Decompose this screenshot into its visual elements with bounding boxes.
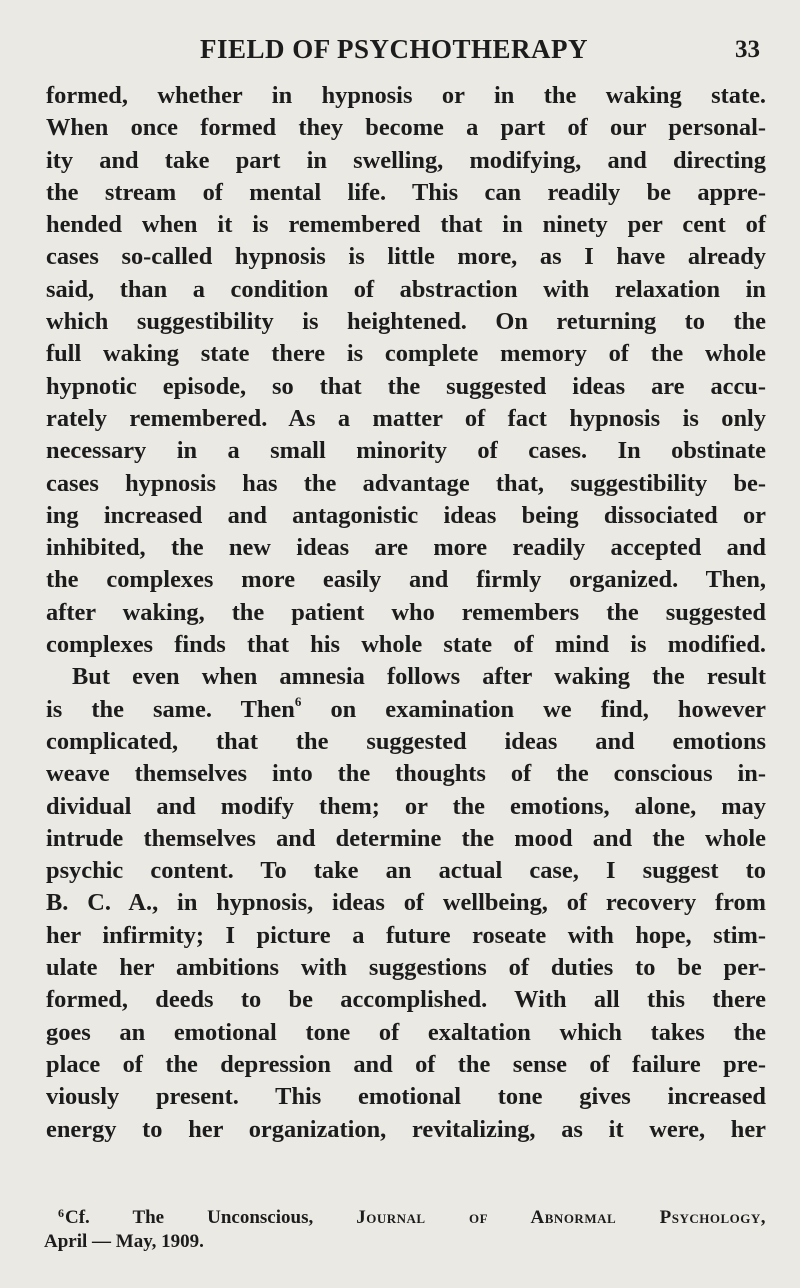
text-line: energy to her organization, revitalizing, as it were, her [46, 1115, 766, 1143]
text-line: ulate her ambitions with suggestions of duties to be per- [46, 954, 766, 982]
footnote-date: April — May, 1909. [44, 1231, 204, 1252]
text-line: intrude themselves and determine the mood and the whole [46, 824, 766, 852]
text-segment: on examination we find, however [330, 695, 766, 723]
text-line: necessary in a small minority of cases. In obstinate [46, 437, 766, 465]
footnote-marker: 6 [58, 1206, 64, 1220]
text-line: viously present. This emotional tone gives increased [46, 1083, 766, 1111]
footnote-prefix: Cf. The Unconscious, [65, 1207, 314, 1228]
text-line: psychic content. To take an actual case, I suggest to [46, 857, 766, 885]
text-line: formed, deeds to be accomplished. With all this there [46, 986, 766, 1014]
text-line: weave themselves into the thoughts of the conscious in- [46, 760, 766, 788]
text-line: the stream of mental life. This can readily be appre- [46, 178, 766, 206]
text-line: hypnotic episode, so that the suggested ideas are accu- [46, 372, 766, 400]
text-line: the complexes more easily and firmly organized. Then, [46, 566, 766, 594]
text-line: ity and take part in swelling, modifying, and directing [46, 146, 766, 174]
text-line: inhibited, the new ideas are more readily accepted and [46, 534, 766, 562]
text-line: place of the depression and of the sense of failure pre- [46, 1050, 766, 1078]
text-line: after waking, the patient who remembers the suggested [46, 598, 766, 626]
text-line: B. C. A., in hypnosis, ideas of wellbeing, of recovery from [46, 889, 766, 917]
text-line: complexes finds that his whole state of mind is modified. [46, 631, 766, 659]
footnote-reference: 6 [294, 693, 302, 709]
body-text [46, 80, 766, 1146]
footnote [44, 1206, 767, 1254]
text-line: hended when it is remembered that in ninety per cent of [46, 211, 766, 239]
text-line: which suggestibility is heightened. On returning to the [46, 308, 766, 336]
text-line: said, than a condition of abstraction with relaxation in [46, 275, 766, 303]
text-line: goes an emotional tone of exaltation which takes the [46, 1018, 766, 1046]
footnote-journal: Journal of Abnormal Psychology, [356, 1207, 767, 1228]
text-line-paragraph-start: But even when amnesia follows after waking the result [72, 663, 766, 691]
text-line: her infirmity; I picture a future roseate with hope, stim- [46, 921, 766, 949]
running-head-title: FIELD OF PSYCHOTHERAPY [200, 34, 589, 64]
text-line: cases hypnosis has the advantage that, suggestibility be- [46, 469, 766, 497]
text-line: cases so-called hypnosis is little more, as I have already [46, 243, 766, 271]
text-line: complicated, that the suggested ideas and emotions [46, 727, 766, 755]
footnote-line [58, 1206, 766, 1230]
text-line-with-footnote-ref [46, 694, 766, 726]
text-segment: is the same. Then [46, 695, 295, 723]
text-line: When once formed they become a part of our personal- [46, 114, 766, 142]
text-line: formed, whether in hypnosis or in the waking state. [46, 82, 766, 109]
text-line: full waking state there is complete memory of the whole [46, 340, 766, 368]
text-line: dividual and modify them; or the emotions, alone, may [46, 792, 766, 820]
running-head [0, 28, 800, 68]
text-line: ing increased and antagonistic ideas being dissociated or [46, 501, 766, 529]
page-number: 33 [735, 36, 760, 63]
text-line: rately remembered. As a matter of fact hypnosis is only [46, 404, 766, 432]
